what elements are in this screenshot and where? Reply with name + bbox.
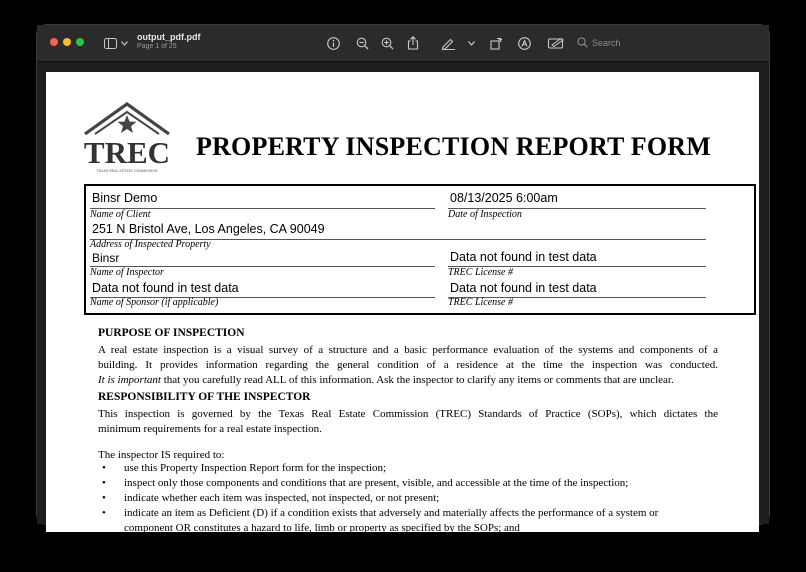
responsibility-heading: RESPONSIBILITY OF THE INSPECTOR bbox=[98, 391, 311, 403]
pdf-page bbox=[46, 72, 759, 532]
purpose-emphasis: It is important bbox=[98, 374, 161, 386]
trec-license-1-label: TREC License # bbox=[448, 267, 513, 278]
minimize-button[interactable] bbox=[63, 38, 71, 46]
page-count: Page 1 of 25 bbox=[137, 43, 177, 50]
search-placeholder: Search bbox=[592, 37, 621, 48]
highlight-icon[interactable] bbox=[517, 34, 531, 52]
purpose-paragraph bbox=[98, 343, 718, 388]
share-icon[interactable] bbox=[406, 34, 420, 52]
form-fill-icon[interactable] bbox=[547, 34, 565, 52]
zoom-in-icon[interactable] bbox=[380, 34, 394, 52]
list-item-text: indicate an item as Deficient (D) if a condition exists that adversely and materially affects the performance of a system or bbox=[124, 507, 659, 519]
preview-window bbox=[37, 25, 769, 534]
responsibility-line-2: minimum requirements for a real estate inspection. bbox=[98, 423, 322, 435]
list-item-text: component OR constitutes a hazard to life, limb or property as specified by the SOPs; and bbox=[124, 522, 520, 534]
markup-menu-chevron-icon[interactable] bbox=[467, 34, 475, 52]
purpose-heading: PURPOSE OF INSPECTION bbox=[98, 327, 245, 339]
list-item: • inspect only those components and conditions that are present, visible, and accessible at the time of the inspection; bbox=[102, 477, 629, 489]
search-input[interactable] bbox=[577, 35, 757, 50]
page-title: PROPERTY INSPECTION REPORT FORM bbox=[196, 132, 712, 161]
trec-logo bbox=[83, 102, 171, 174]
responsibility-line-1: This inspection is governed by the Texas Real Estate Commission (TREC) Standards of Practice (SOPs), which dictates the bbox=[98, 408, 718, 420]
list-item-text: use this Property Inspection Report form for the inspection; bbox=[124, 462, 387, 474]
toolbar bbox=[37, 25, 769, 62]
document-viewport[interactable] bbox=[37, 62, 769, 534]
responsibility-paragraph bbox=[98, 407, 718, 437]
trec-license-2-value: Data not found in test data bbox=[450, 281, 597, 295]
client-name-value: Binsr Demo bbox=[92, 191, 158, 205]
address-label: Address of Inspected Property bbox=[90, 239, 211, 250]
logo-tagline: TEXAS REAL ESTATE COMMISSION bbox=[96, 169, 158, 173]
purpose-line-2: building. It provides information regarding the general condition of a residence at the time the inspection was conducted. bbox=[98, 359, 718, 371]
trec-license-2-label: TREC License # bbox=[448, 297, 513, 308]
list-item: • use this Property Inspection Report form for the inspection; bbox=[102, 462, 387, 474]
search-icon bbox=[577, 37, 588, 48]
chevron-down-icon[interactable] bbox=[120, 34, 128, 52]
list-item bbox=[102, 522, 520, 534]
purpose-line-1: A real estate inspection is a visual survey of a structure and a basic performance evaluation of the systems and components of a bbox=[98, 344, 718, 356]
markup-pen-icon[interactable] bbox=[440, 34, 456, 52]
logo-text: TREC bbox=[83, 135, 171, 170]
required-intro bbox=[98, 448, 718, 463]
close-button[interactable] bbox=[50, 38, 58, 46]
list-item-text: indicate whether each item was inspected, not inspected, or not present; bbox=[124, 492, 440, 504]
report-info-box bbox=[84, 184, 756, 315]
required-intro-text: The inspector IS required to: bbox=[98, 449, 225, 461]
purpose-line-3-rest: that you carefully read ALL of this information. Ask the inspector to clarify any items or comments that are unclear. bbox=[160, 374, 674, 386]
purpose-line-3 bbox=[98, 373, 718, 388]
document-title: output_pdf.pdf bbox=[137, 32, 201, 42]
sponsor-name-value: Data not found in test data bbox=[92, 281, 239, 295]
rotate-icon[interactable] bbox=[489, 34, 503, 52]
list-item: • indicate whether each item was inspected, not inspected, or not present; bbox=[102, 492, 440, 504]
inspector-name-value: Binsr bbox=[92, 251, 120, 265]
trec-license-1-value: Data not found in test data bbox=[450, 250, 597, 264]
zoom-out-icon[interactable] bbox=[355, 34, 369, 52]
sidebar-toggle-icon[interactable] bbox=[103, 34, 117, 52]
sponsor-name-label: Name of Sponsor (if applicable) bbox=[90, 297, 219, 308]
inspection-date-label: Date of Inspection bbox=[448, 209, 522, 220]
inspector-name-label: Name of Inspector bbox=[90, 267, 164, 278]
info-icon[interactable] bbox=[326, 34, 340, 52]
list-item: • indicate an item as Deficient (D) if a condition exists that adversely and materially affects the performance of a system or bbox=[102, 507, 659, 519]
address-value: 251 N Bristol Ave, Los Angeles, CA 90049 bbox=[92, 222, 325, 236]
zoom-button[interactable] bbox=[76, 38, 84, 46]
list-item-text: inspect only those components and conditions that are present, visible, and accessible at the time of the inspection; bbox=[124, 477, 629, 489]
client-name-label: Name of Client bbox=[90, 209, 151, 220]
inspection-date-value: 08/13/2025 6:00am bbox=[450, 191, 558, 205]
